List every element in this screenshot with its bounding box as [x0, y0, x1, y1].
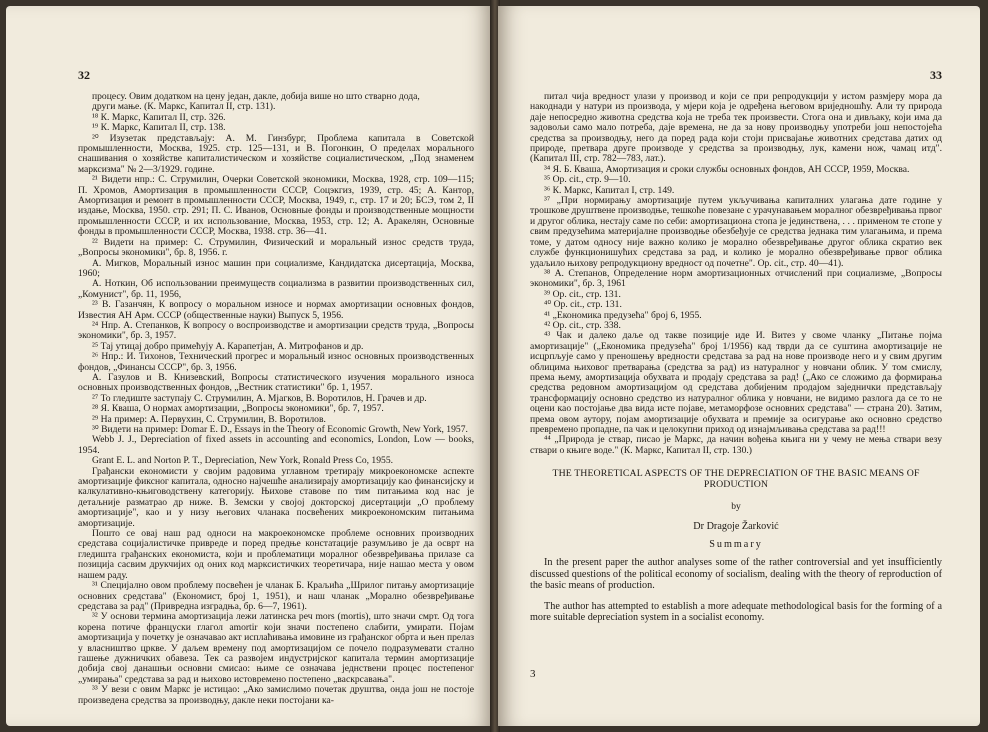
footnote-line: ²⁸ Я. Кваша, О нормах амортизации, „Вопросы экономики", бр. 7, 1957. [92, 403, 384, 415]
footnote-line: други мање. (К. Маркс, Капитал II, стр. 131). [92, 101, 276, 113]
footnote-line: ³³ У вези с овим Маркс је истицао: „Ако замислимо почетак друштва, онда још не постоје произведена средства за производњу, дакле нeки постојани ка- [78, 684, 474, 706]
signature-number: 3 [530, 668, 536, 680]
footnote-line: ²⁹ На пример: А. Первухин, С. Струмилин, В. Воротилов. [92, 413, 326, 425]
footnote-line: ⁴² Op. cit., стр. 338. [544, 319, 621, 331]
footnote-line: ²¹ Видети нпр.: С. Струмилин, Очерки Советской экономики, Москва, 1928, стр. 109—115; П. Хромов, Амортизация в промышленности СССР, Соцэкгиз, 1939, стр. 45; А. Кантор, Амортизация и ремонт в промышленности СССР, Москва, 1949, г., стр. 17 и 20; БСЭ, том 2, II издање, Москва, 1950. стр. 291; П. С. Иванов, Основные фонды и производственные мощности промышленности СССР, и их использование, Москва, 1953, стр. 12; А. Аракелян, Основные фонды в промышленности СССР, Москва, 1938. стр. 36—41. [78, 174, 474, 238]
summary-heading: Summary [709, 539, 763, 551]
by-line: by [731, 501, 741, 513]
footnote-line: ²⁰ Изузетак представљају: А. М. Гинзбург, Проблема капитала в Советской промышленности, Москва, 1925. стр. 125—131, и В. Погонкин, О пределах морального снашивания о хозяйстве капиталистическом и хозяйстве социалистическом, „Под знаменем марксизма" № 2—3/1929. године. [78, 132, 474, 175]
summary-body [530, 557, 942, 623]
footnote-line: Webb J. J., Depreciation of fixed assets in accounting and economics, London, Low — books, 1954. [78, 434, 474, 456]
summary-paragraph: The author has attempted to establish a more adequate methodological basis for the forming of a more suitable depreciation system in a socialist economy. [530, 601, 942, 624]
footnote-line: ⁴⁰ Op. cit., стр. 131. [544, 299, 622, 311]
footnote-line: ³⁴ Я. Б. Кваша, Амортизация и сроки службы основных фондов, АН СССР, 1959, Москва. [544, 163, 910, 175]
footnote-line: процесу. Овим додатком на цену један, дакле, добија више но што стварно дода, [92, 91, 420, 102]
footnote-line: Пошто се овај наш рад односи на макроекономске проблеме основних производних средстава социјалистичке привреде и поред предње констатације разумљиво је да осврт на гледишта грађанских економиста, који и проблематици моралног обезвређивања прилазе са позиција сасвим друкчијих од оних код марксистичких теоретичара, није нашао места у овом нашем раду. [78, 528, 474, 581]
footnote-line: ²⁵ Тај утицај добро примећују А. Карапетјан, А. Митрофанов и др. [92, 340, 364, 352]
footnote-line: ³¹ Специјално овом проблему посвећен је чланак Б. Краљића „Шрилог питању амортизације основних средстава" (Економист, број 1, 1951), и наш чланак „Морално обезвређивање средстава за рад" (Привредна изградња, бр. 6—7, 1961). [78, 580, 474, 612]
left-page [6, 6, 492, 726]
footnote-line: А. Мигков, Моральный износ машин при социализме, Кандидатска дисертација, Москва, 1960; [78, 257, 474, 279]
page-number: 32 [78, 68, 90, 82]
footnote-line: ⁴³ Чак и далеко даље од такве позиције иде И. Витез у своме чланку „Питање појма амортизације" („Економика предузећа" број 1/1956) кад тврди да се суштина амортизације не исцрпљује само у преношењу вредности средстава за рад на нове производе него и у свим другим облицима њиховог претварања (средства за рад) из натуралног у новчани облик. У том смислу, према њему, амортизација обухвата и продају средстава за рад! („Ако се сложимо да формирања средства редовном амортизацијом од средстава добијеним продајом заједнички представљају трансформацију основно средство из натуралног облика у новчани, не видимо разлога да се то не оцени као постојање два вида исте појаве, метаморфозе основних средстава" — страна 20). Затим, према овом аутору, појам амортизације обухвата и премије за осигурање ако основно средство превремено пропадне, па чак и целокупни приход од изнајмљивања средстава за рад!!! [530, 330, 942, 435]
footnote-line: питал чија вредност улази у производ и који се при репродукцији у истом размјеру мора да накоднади у натури из производа, у мјери која је одређена његовом вриједнoшћу. Али ту природа даје непосредно животна средства која не треба тек произвести. Стога она и дивљаку, који има да задовољи само мало потреба, даје времена, не да за нову производњу употреби још непостојећа средства за производњу, него да поред рада који стоји присвајање животних средстава датих од природе, претвара друге производе у средства за производњу, лук, камени нож, чамац итд". (Капитал III, стр. 782—783, лат.). [530, 91, 942, 165]
footnote-line: ²³ В. Газанчян, К вопросу о моральном износе и нормах амортизации основных фондов, Известия АН Арм. СССР (общественные науки) Выпуск 5, 1956. [78, 299, 474, 321]
footnote-line: ³⁸ А. Степанов, Определение норм амортизационных отчислений при социализме, „Вопросы экономики", бр. 3, 1961 [530, 267, 942, 290]
footnote-line: ⁴⁴ „Природа је ствар, писао је Маркс, да начин вођења књига ни у чему не мења ствари везу ствари о књиге воде." (К. Маркс, Капитал II, стр. 130.) [530, 434, 942, 456]
footnote-line: ¹⁸ К. Маркс, Капитал II, стр. 326. [92, 111, 226, 123]
footnote-line: Grant E. L. and Norton P. T., Depreciation, New York, Ronald Press Co, 1955. [92, 455, 394, 467]
footnote-line: ³⁹ Op. cit., стр. 131. [544, 288, 621, 300]
footnotes-column [530, 92, 942, 456]
footnote-line: ²⁷ То гледиште заступају С. Струмилин, А. Мјагков, В. Воротилов, Н. Грачев и др. [92, 392, 427, 404]
page-number: 33 [930, 68, 942, 82]
footnote-line: Грађански економисти у својим радовима углавном третирају микроекономске аспекте амортизације фиксног капитала, односно најчешће анализирају амортизацију као финансијску и калкулативно-књиговодствену категорију. Њихове ставове по тим питањима код нас је детаљније разматрао др ниже. В. Земски у својој докторској дисертацији „О проблему амортизације", као и у низу његових чланака посвећених микроекономским питањима амортизације. [78, 465, 474, 529]
footnote-line: ¹⁹ К. Маркс, Капитал II, стр. 138. [92, 122, 226, 134]
footnote-line: ³⁷ „При нормирању амортизације путем укључивања капиталних улагања дате године у трошкове друштвене производње, тешкоће повезане с урачунавањем моралног обезвређивања првог и другог облика, нестају саме по себи: амортизациона стопа је јединствена, . . . применом те стопе у свим предузећима материјалне производње обезбеђује се средства једнака тим улагањима, и према томе, у датом односу није важно колико је морално обезвређивање другог облика скратио век службе функционишућих средстава за рад, и колико је морално обезвређивање првог облика удаљило њихову репродукциону вредност од почетне". Op. cit., стр. 40—41). [530, 195, 942, 269]
footnote-line: ³⁶ К. Маркс, Капитал I, стр. 149. [544, 184, 675, 196]
footnote-line: ²⁴ Нпр. А. Степанков, К вопросу о воспроизводстве и амортизации средств труда, „Вопросы экономики", бр. 3, 1957. [78, 319, 474, 342]
footnote-line: А. Газулов и В. Книзевский, Вопросы статистического изучения морального износа основных производственных фондов, „Вестник статистики" бр. 1, 1957. [78, 371, 474, 394]
footnote-line: ²² Видети на пример: С. Струмилин, Физический и моральный износ средств труда, „Вопросы экономики", бр. 8, 1956. г. [78, 236, 474, 259]
summary-paragraph: In the present paper the author analyses some of the rather controversial and yet insufficiently discussed questions of the political economy of socialism, dealing with the theory of reproduction of the basic means of production. [530, 557, 942, 591]
footnote-line: ⁴¹ „Економика предузећа" број 6, 1955. [544, 309, 702, 321]
footnote-line: ³² У основи термина амортизација лежи латинска реч mors (mortis), што значи смрт. Од тога корена потиче француски глагол amortir који значи постепено слабити, умирати. Појам амортизација у почетку је означавао акт исплаћивања имовине из грађанског обрта и њен прелаз у власништво цркве. У даљем времену под амортизацијом се почело подразумевати стално гашење дужничких обавеза. Тек са развојем индустријског капитала термин амортизације добија свој данашњи основни смисао: њиме се означава једнствени процес постепеног „умирања" средстава за рад и њихово истовремено постепено „васкрсавања". [78, 611, 474, 685]
english-title: THE THEORETICAL ASPECTS OF THE DEPRECIATION OF THE BASIC MEANS OF PRODUCTION [552, 468, 920, 491]
footnote-line: ³⁵ Op. cit., стр. 9—10. [544, 174, 631, 186]
footnote-line: А. Ноткин, Об использовании преимуществ социализма в развитии производственных сил, „Комунист", бр. 11, 1956, [78, 278, 474, 300]
right-column [530, 92, 942, 634]
right-page [498, 6, 980, 726]
footnote-line: ²⁶ Нпр.: И. Тихонов, Технический прогрес и моральный износ основных производственных фондов, „Финансы СССР", бр. 3, 1956. [78, 351, 474, 373]
footnote-line: ³⁰ Видети на пример: Domar E. D., Essays in the Theory of Economic Growth, New York, 1957. [92, 424, 468, 435]
footnotes-column [78, 92, 474, 706]
author-name: Dr Dragoje Žarković [693, 520, 779, 532]
